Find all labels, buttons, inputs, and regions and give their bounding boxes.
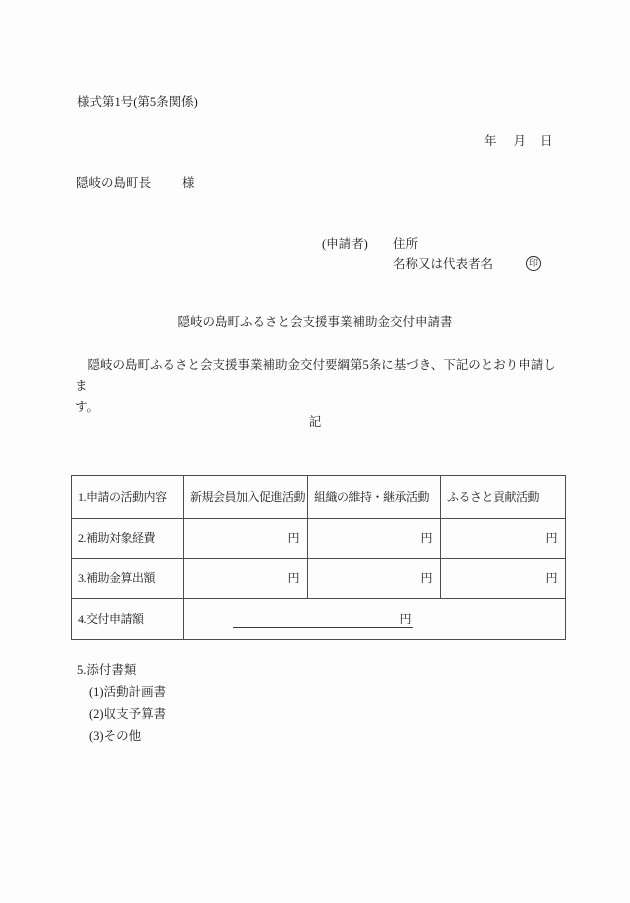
date-line: [484, 133, 553, 150]
table-row-activity: [72, 476, 566, 519]
seal-mark: [526, 254, 541, 271]
amount-cell: 円: [308, 559, 441, 599]
body-line: 隠岐の島町ふるさと会支援事業補助金交付要綱第5条に基づき、下記のとおり申請しま: [75, 358, 556, 393]
attachment-item: (3)その他: [89, 729, 142, 743]
attachment-item: (1)活動計画書: [89, 685, 167, 699]
table-row-eligible-expense: [72, 519, 566, 559]
applicant-name-label: 名称又は代表者名: [393, 257, 494, 271]
date-day-label: 日: [540, 134, 553, 148]
attachments-heading: 5.添付書類: [77, 663, 137, 677]
application-amount-cell: [184, 599, 566, 640]
activity-cell: ふるさと貢献活動: [441, 476, 566, 519]
addressee-line: [76, 175, 195, 192]
row-label: 2.補助対象経費: [72, 519, 184, 559]
table-row-calculated-subsidy: [72, 559, 566, 599]
amount-cell: 円: [441, 559, 566, 599]
addressee-honorific: 様: [182, 176, 195, 190]
row-label: 4.交付申請額: [72, 599, 184, 640]
form-number: 様式第1号(第5条関係): [77, 95, 198, 109]
date-year-label: 年: [484, 134, 497, 148]
amount-blank-underline: [233, 611, 413, 628]
table-row-application-amount: [72, 599, 566, 640]
applicant-label: (申請者): [322, 237, 368, 251]
record-heading: 記: [308, 415, 322, 429]
applicant-address-label: 住所: [393, 237, 419, 251]
amount-cell: 円: [184, 559, 308, 599]
date-month-label: 月: [513, 134, 527, 148]
activity-cell: 組織の維持・継承活動: [308, 476, 441, 519]
row-label: 1.申請の活動内容: [72, 476, 184, 519]
application-table: [71, 475, 566, 640]
amount-cell: 円: [308, 519, 441, 559]
amount-cell: 円: [441, 519, 566, 559]
body-line: す。: [75, 400, 100, 414]
attachments-section: [77, 659, 166, 747]
amount-unit: 円: [399, 611, 411, 626]
seal-icon: 印: [526, 256, 541, 271]
addressee-name: 隠岐の島町長: [76, 176, 152, 190]
document-title: 隠岐の島町ふるさと会支援事業補助金交付申請書: [177, 315, 453, 329]
amount-cell: 円: [184, 519, 308, 559]
attachment-item: (2)収支予算書: [89, 707, 167, 721]
activity-cell: 新規会員加入促進活動: [184, 476, 308, 519]
row-label: 3.補助金算出額: [72, 559, 184, 599]
body-paragraph: [75, 355, 559, 418]
